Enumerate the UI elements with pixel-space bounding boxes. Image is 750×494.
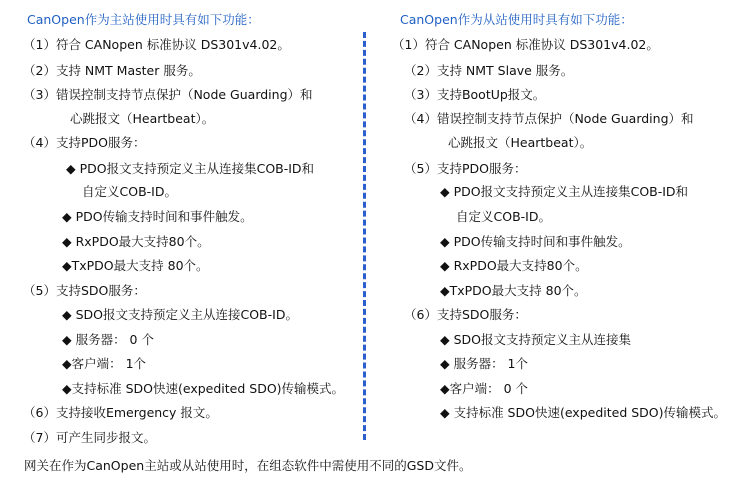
slave-sdo-bullet-2: ◆ 服务器： 1个 (440, 356, 529, 371)
footer-note: 网关在作为CanOpen主站或从站使用时，在组态软件中需使用不同的GSD文件。 (24, 458, 472, 473)
slave-pdo-bullet-3: ◆ RxPDO最大支持80个。 (440, 258, 588, 273)
slave-item-1: （1）符合 CANopen 标准协议 DS301v4.02。 (392, 37, 659, 52)
column-divider (363, 32, 366, 440)
slave-item-5: （5）支持PDO服务： (404, 161, 527, 176)
master-pdo-bullet-4: ◆TxPDO最大支持 80个。 (62, 258, 209, 273)
master-item-4: （4）支持PDO服务： (23, 135, 146, 150)
slave-pdo-bullet-4: ◆TxPDO最大支持 80个。 (440, 283, 587, 298)
master-item-6: （6）支持接收Emergency 报文。 (23, 405, 218, 420)
slave-item-4: （4）错误控制支持节点保护（Node Guarding）和 (404, 111, 694, 126)
master-pdo-bullet-1-cont: 自定义COB-ID。 (82, 184, 177, 199)
master-pdo-bullet-2: ◆ PDO传输支持时间和事件触发。 (62, 209, 253, 224)
master-item-2: （2）支持 NMT Master 服务。 (23, 63, 201, 78)
master-item-3: （3）错误控制支持节点保护（Node Guarding）和 (23, 87, 313, 102)
slave-item-6: （6）支持SDO服务： (404, 307, 527, 322)
master-item-5: （5）支持SDO服务： (23, 283, 146, 298)
slave-pdo-bullet-1-cont: 自定义COB-ID。 (456, 209, 551, 224)
master-pdo-bullet-3: ◆ RxPDO最大支持80个。 (62, 234, 210, 249)
master-item-7: （7）可产生同步报文。 (23, 430, 156, 445)
slave-item-4-cont: 心跳报文（Heartbeat）。 (448, 135, 593, 150)
slave-item-2: （2）支持 NMT Slave 服务。 (404, 63, 574, 78)
slave-pdo-bullet-2: ◆ PDO传输支持时间和事件触发。 (440, 234, 631, 249)
master-sdo-bullet-3: ◆客户端： 1个 (62, 356, 147, 371)
master-item-1: （1）符合 CANopen 标准协议 DS301v4.02。 (23, 37, 290, 52)
master-sdo-bullet-1: ◆ SDO报文支持预定义主从连接COB-ID。 (62, 307, 298, 322)
master-sdo-bullet-4: ◆支持标准 SDO快速(expedited SDO)传输模式。 (62, 381, 345, 396)
master-pdo-bullet-1: ◆ PDO报文支持预定义主从连接集COB-ID和 (66, 161, 315, 176)
slave-sdo-bullet-1: ◆ SDO报文支持预定义主从连接集 (440, 332, 631, 347)
master-item-3-cont: 心跳报文（Heartbeat）。 (70, 111, 215, 126)
slave-section-title: CanOpen作为从站使用时具有如下功能： (400, 12, 633, 27)
slave-pdo-bullet-1: ◆ PDO报文支持预定义主从连接集COB-ID和 (440, 184, 689, 199)
slave-item-3: （3）支持BootUp报文。 (404, 87, 546, 102)
master-section-title: CanOpen作为主站使用时具有如下功能： (27, 12, 260, 27)
master-sdo-bullet-2: ◆ 服务器： 0 个 (62, 332, 154, 347)
slave-sdo-bullet-3: ◆客户端： 0 个 (440, 381, 529, 396)
slave-sdo-bullet-4: ◆ 支持标准 SDO快速(expedited SDO)传输模式。 (440, 405, 727, 420)
